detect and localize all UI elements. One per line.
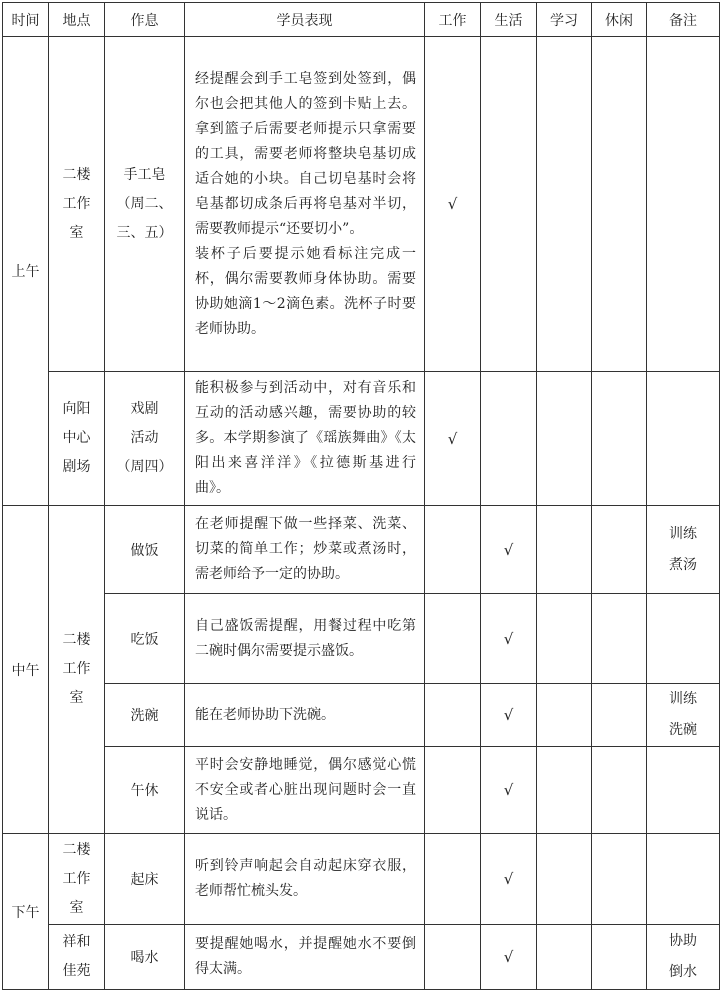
performance-cooking: 在老师提醒下做一些择菜、洗菜、切菜的简单工作；炒菜或煮汤时，需老师给予一定的协助。: [185, 506, 425, 594]
table-row: [3, 506, 720, 594]
performance-dishwashing: 能在老师协助下洗碗。: [185, 684, 425, 747]
header-note: 备注: [647, 3, 720, 37]
header-leisure: 休闲: [592, 3, 647, 37]
location-garden: 祥和 佳苑: [49, 925, 105, 990]
table-row: [3, 594, 720, 684]
performance-drama: 能积极参与到活动中，对有音乐和互动的活动感兴趣，需要协助的较多。本学期参演了《瑶族舞曲》《太阳出来喜洋洋》《拉德斯基进行曲》。: [185, 372, 425, 506]
table-row: [3, 37, 720, 372]
check-work: √: [425, 37, 481, 372]
period-morning: 上午: [3, 37, 49, 506]
location-workshop: 二楼 工作 室: [49, 37, 105, 372]
performance-nap: 平时会安静地睡觉，偶尔感觉心慌不安全或者心脏出现问题时会一直说话。: [185, 747, 425, 834]
location-theater: 向阳 中心 剧场: [49, 372, 105, 506]
check-work: √: [425, 372, 481, 506]
activity-dishwashing: 洗碗: [105, 684, 185, 747]
location-workshop: 二楼 工作 室: [49, 834, 105, 925]
performance-drinking: 要提醒她喝水，并提醒她水不要倒得太满。: [185, 925, 425, 990]
table-row: [3, 372, 720, 506]
note-drinking: 协助 倒水: [647, 925, 720, 990]
schedule-table: [2, 2, 720, 990]
note-dishwashing: 训练 洗碗: [647, 684, 720, 747]
performance-eating: 自己盛饭需提醒，用餐过程中吃第二碗时偶尔需要提示盛饭。: [185, 594, 425, 684]
activity-wakeup: 起床: [105, 834, 185, 925]
table-row: [3, 834, 720, 925]
header-work: 工作: [425, 3, 481, 37]
header-routine: 作息: [105, 3, 185, 37]
header-row: [3, 3, 720, 37]
header-time: 时间: [3, 3, 49, 37]
check-life: √: [481, 747, 537, 834]
table-row: [3, 747, 720, 834]
check-life: √: [481, 684, 537, 747]
performance-wakeup: 听到铃声响起会自动起床穿衣服，老师帮忙梳头发。: [185, 834, 425, 925]
check-life: √: [481, 834, 537, 925]
header-study: 学习: [537, 3, 592, 37]
header-location: 地点: [49, 3, 105, 37]
period-noon: 中午: [3, 506, 49, 834]
activity-eating: 吃饭: [105, 594, 185, 684]
activity-drinking: 喝水: [105, 925, 185, 990]
check-life: √: [481, 506, 537, 594]
activity-drama: 戏剧 活动 （周四）: [105, 372, 185, 506]
period-afternoon: 下午: [3, 834, 49, 990]
table-row: [3, 925, 720, 990]
table-row: [3, 684, 720, 747]
activity-cooking: 做饭: [105, 506, 185, 594]
activity-nap: 午休: [105, 747, 185, 834]
check-life: √: [481, 594, 537, 684]
note-cooking: 训练 煮汤: [647, 506, 720, 594]
header-life: 生活: [481, 3, 537, 37]
header-performance: 学员表现: [185, 3, 425, 37]
location-workshop: 二楼 工作 室: [49, 506, 105, 834]
check-life: √: [481, 925, 537, 990]
activity-soap: 手工皂 （周二、 三、五）: [105, 37, 185, 372]
performance-soap: 经提醒会到手工皂签到处签到，偶尔也会把其他人的签到卡贴上去。拿到篮子后需要老师提示只拿需要的工具，需要老师将整块皂基切成适合她的小块。自己切皂基时会将皂基都切成条后再将皂基对半切，需要教师提示“还要切小”。 装杯子后要提示她看标注完成一杯，偶尔需要教师身体协助。需要协助她滴1～2滴色素。洗杯子时要老师协助。: [185, 37, 425, 372]
